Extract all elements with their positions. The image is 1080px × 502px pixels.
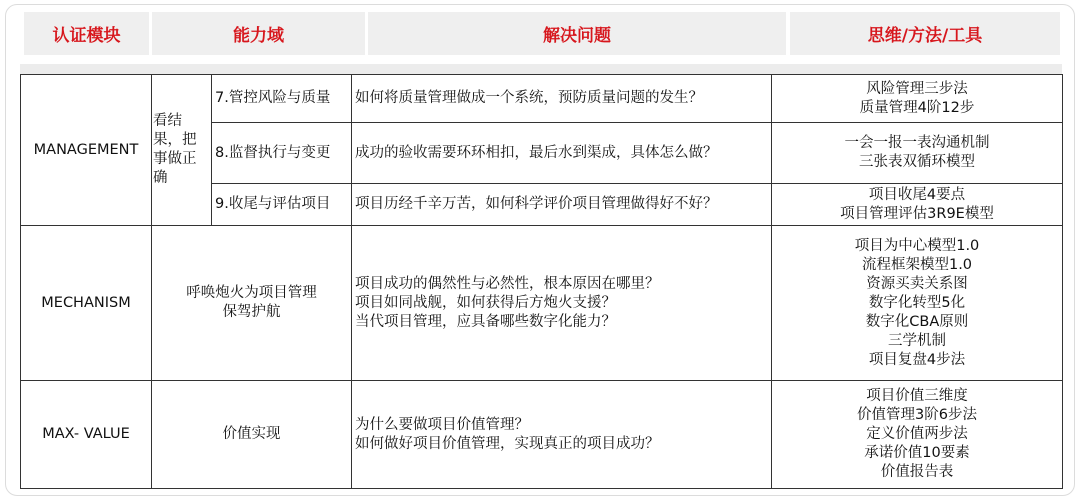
tool-item: 价值报告表 bbox=[880, 464, 954, 480]
ability-item: 9.收尾与评估项目 bbox=[212, 184, 352, 226]
problem-cell: 成功的验收需要环环相扣，最后水到渠成，具体怎么做？ bbox=[352, 123, 772, 184]
header-module: 认证模块 bbox=[24, 12, 149, 55]
ability-item: 8.监督执行与变更 bbox=[212, 123, 352, 184]
module-management: MANAGEMENT bbox=[21, 75, 152, 226]
tool-item: 项目收尾4要点 bbox=[868, 186, 966, 203]
table-row bbox=[21, 381, 1063, 489]
tool-item: 流程框架模型1.0 bbox=[861, 256, 973, 273]
header-ability: 能力域 bbox=[152, 12, 365, 55]
tool-item: 数字化转型5化 bbox=[868, 294, 966, 311]
tools-cell bbox=[772, 123, 1063, 184]
module-mechanism: MECHANISM bbox=[21, 226, 152, 381]
tools-cell bbox=[772, 75, 1063, 123]
tool-item: 风险管理三步法 bbox=[866, 80, 968, 97]
tool-item: 资源买卖关系图 bbox=[866, 275, 968, 292]
certification-table bbox=[20, 74, 1063, 489]
problem-cell bbox=[352, 226, 772, 381]
ability-line: 呼唤炮火为项目管理 bbox=[186, 285, 317, 301]
tools-cell bbox=[772, 184, 1063, 226]
tool-item: 项目管理评估3R9E模型 bbox=[840, 205, 994, 222]
problem-line: 项目成功的偶然性与必然性，根本原因在哪里？ bbox=[355, 275, 660, 292]
problem-cell: 如何将质量管理做成一个系统，预防质量问题的发生？ bbox=[352, 75, 772, 123]
tools-cell bbox=[772, 381, 1063, 489]
problem-cell: 项目历经千辛万苦，如何科学评价项目管理做得好不好？ bbox=[352, 184, 772, 226]
ability-maxvalue: 价值实现 bbox=[152, 381, 352, 489]
table-row bbox=[21, 226, 1063, 381]
tool-item: 质量管理4阶12步 bbox=[859, 99, 975, 116]
header-tools: 思维/方法/工具 bbox=[790, 12, 1060, 55]
problem-line: 当代项目管理，应具备哪些数字化能力？ bbox=[355, 313, 616, 330]
table-row bbox=[21, 75, 1063, 123]
tool-item: 数字化CBA原则 bbox=[865, 313, 969, 330]
problem-line: 如何做好项目价值管理，实现真正的项目成功？ bbox=[355, 435, 660, 452]
ability-management: 看结果，把事做正确 bbox=[152, 75, 212, 226]
tool-item: 项目为中心模型1.0 bbox=[854, 237, 980, 254]
ability-item: 7.管控风险与质量 bbox=[212, 75, 352, 123]
tool-item: 价值管理3阶6步法 bbox=[857, 407, 977, 423]
header-problem: 解决问题 bbox=[368, 12, 786, 55]
ability-mechanism bbox=[152, 226, 352, 381]
module-maxvalue: MAX- VALUE bbox=[21, 381, 152, 489]
tool-item: 三学机制 bbox=[888, 332, 946, 349]
tools-cell bbox=[772, 226, 1063, 381]
tool-item: 定义价值两步法 bbox=[866, 426, 968, 442]
header-divider-band bbox=[20, 64, 1062, 74]
tool-item: 项目复盘4步法 bbox=[868, 351, 966, 368]
tool-item: 项目价值三维度 bbox=[866, 388, 968, 404]
problem-line: 项目如同战舰，如何获得后方炮火支援？ bbox=[355, 294, 616, 311]
problem-cell bbox=[352, 381, 772, 489]
ability-line: 保驾护航 bbox=[222, 304, 281, 320]
tool-item: 三张表双循环模型 bbox=[859, 154, 975, 170]
tool-item: 承诺价值10要素 bbox=[864, 445, 970, 461]
tool-item: 一会一报一表沟通机制 bbox=[844, 135, 990, 151]
problem-line: 为什么要做项目价值管理？ bbox=[355, 416, 529, 433]
